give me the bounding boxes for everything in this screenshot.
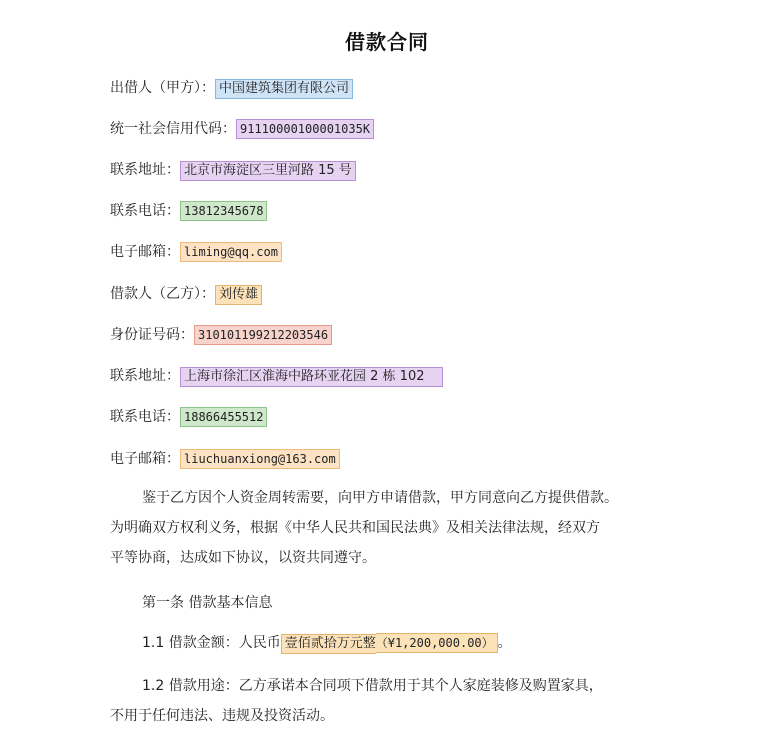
lender-name-value: 中国建筑集团有限公司 — [215, 79, 353, 99]
clause-1-1 — [142, 633, 512, 654]
borrower-name-value: 刘传雄 — [215, 285, 262, 305]
lender-address-label: 联系地址： — [110, 162, 180, 178]
lender-credit-code-label: 统一社会信用代码： — [110, 121, 236, 137]
clause-1-1-suffix: 。 — [497, 635, 512, 651]
clipped-next-line — [110, 740, 670, 750]
lender-email-label: 电子邮箱： — [110, 244, 180, 260]
borrower-address-row — [110, 366, 443, 387]
page-title: 借款合同 — [345, 30, 429, 54]
borrower-phone-label: 联系电话： — [110, 409, 180, 425]
preamble-line-2: 为明确双方权利义务，根据《中华人民共和国民法典》及相关法律法规，经双方 — [110, 520, 600, 536]
lender-credit-code-value: 91110000100001035K — [236, 119, 374, 139]
lender-phone-value: 13812345678 — [180, 201, 267, 221]
borrower-email-value: liuchuanxiong@163.com — [180, 449, 340, 469]
borrower-address-label: 联系地址： — [110, 368, 180, 384]
clause-1-2 — [110, 671, 670, 731]
borrower-address-value: 上海市徐汇区淮海中路环亚花园 2 栋 102 — [180, 367, 443, 387]
borrower-name-label: 借款人（乙方）： — [110, 286, 215, 302]
clause-1-2-line-2: 不用于任何违法、违规及投资活动。 — [110, 708, 334, 724]
preamble-line-3: 平等协商，达成如下协议，以资共同遵守。 — [110, 550, 376, 566]
borrower-email-row — [110, 449, 340, 469]
lender-name-label: 出借人（甲方）： — [110, 80, 215, 96]
article-1-heading: 第一条 借款基本信息 — [142, 595, 273, 611]
lender-email-row — [110, 242, 282, 262]
preamble-line-1: 鉴于乙方因个人资金周转需要，向甲方申请借款，甲方同意向乙方提供借款。 — [142, 490, 618, 506]
preamble-paragraph — [110, 483, 670, 573]
borrower-id-value: 310101199212203546 — [194, 325, 332, 345]
borrower-id-row — [110, 325, 332, 345]
lender-email-value: liming@qq.com — [180, 242, 282, 262]
borrower-name-row — [110, 284, 262, 305]
borrower-email-label: 电子邮箱： — [110, 451, 180, 467]
borrower-phone-value: 18866455512 — [180, 407, 267, 427]
borrower-id-label: 身份证号码： — [110, 327, 194, 343]
lender-credit-code-row — [110, 119, 374, 139]
clause-1-2-line-1: 1.2 借款用途：乙方承诺本合同项下借款用于其个人家庭装修及购置家具， — [142, 678, 603, 694]
lender-phone-label: 联系电话： — [110, 203, 180, 219]
borrower-phone-row — [110, 407, 267, 427]
clause-1-1-prefix: 1.1 借款金额：人民币 — [142, 635, 281, 651]
lender-address-row — [110, 160, 356, 181]
lender-address-value: 北京市海淀区三里河路 15 号 — [180, 161, 356, 181]
clause-1-1-amount-words: 壹佰贰拾万元整 — [281, 634, 376, 654]
lender-phone-row — [110, 201, 267, 221]
lender-name-row — [110, 78, 353, 99]
clause-1-1-amount-figure: （¥1,200,000.00） — [376, 633, 498, 653]
